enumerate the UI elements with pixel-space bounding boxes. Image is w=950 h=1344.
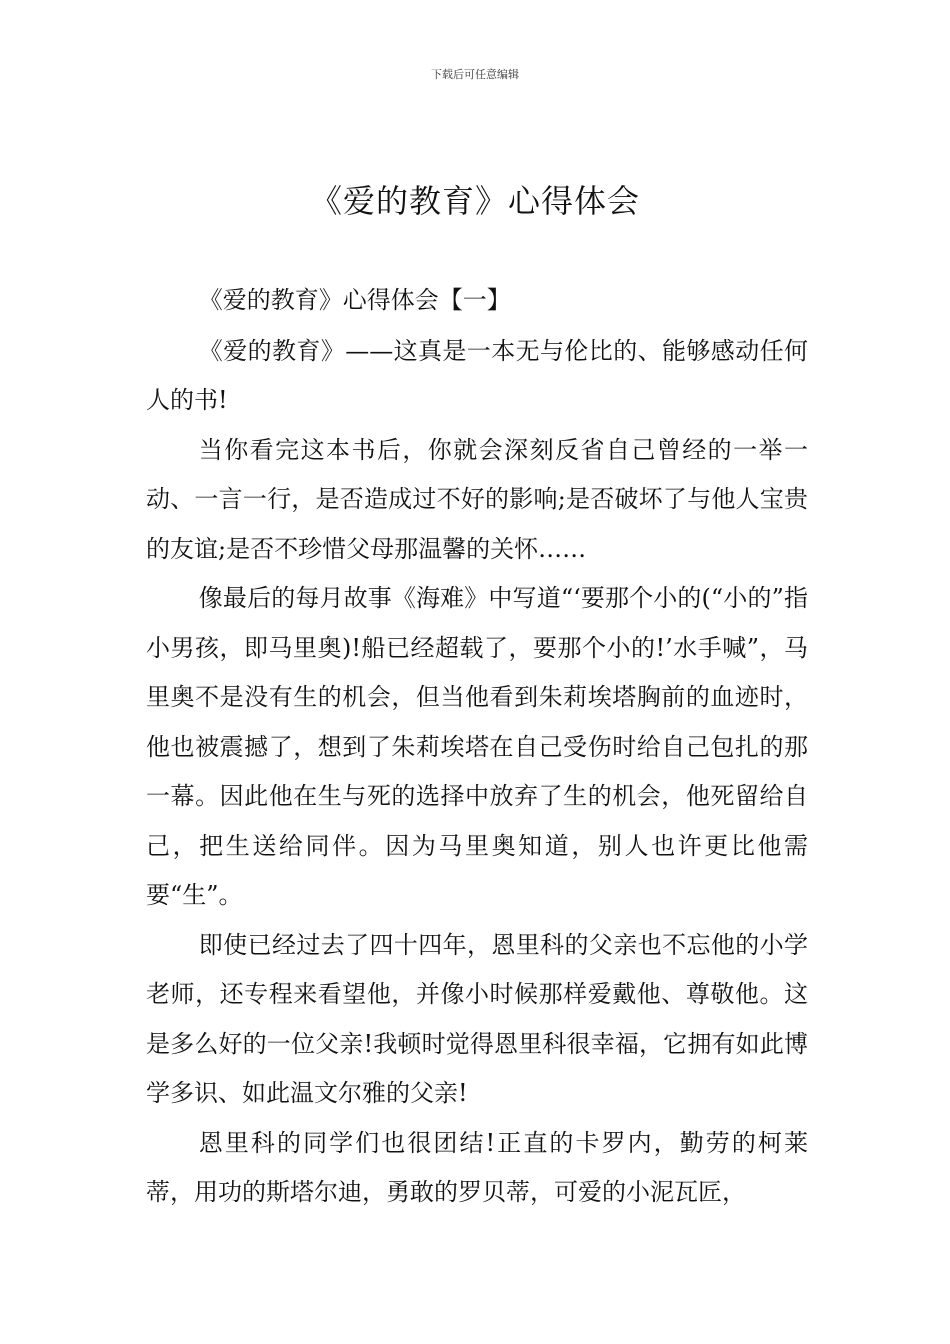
document-body (146, 276, 808, 1218)
paragraph-3: 像最后的每月故事《海难》中写道“‘要那个小的(“小的”指小男孩，即马里奥)!船已经超载了，要那个小的!’水手喊”，马里奥不是没有生的机会，但当他看到朱莉埃塔胸前的血迹时，他也被震撼了，想到了朱莉埃塔在自己受伤时给自己包扎的那一幕。因此他在生与死的选择中放弃了生的机会，他死留给自己，把生送给同伴。因为马里奥知道，别人也许更比他需要“生”。 (146, 584, 808, 909)
document-title: 《爱的教育》心得体会 (309, 182, 640, 220)
paragraph-2: 当你看完这本书后，你就会深刻反省自己曾经的一举一动、一言一行，是否造成过不好的影响;是否破坏了与他人宝贵的友谊;是否不珍惜父母那温馨的关怀…… (146, 435, 808, 563)
paragraph-1: 《爱的教育》——这真是一本无与伦比的、能够感动任何人的书! (146, 336, 808, 414)
section-heading: 《爱的教育》心得体会【一】 (198, 286, 511, 314)
header-note: 下载后可任意编辑 (431, 68, 519, 81)
paragraph-4: 即使已经过去了四十四年，恩里科的父亲也不忘他的小学老师，还专程来看望他，并像小时候那样爱戴他、尊敬他。这是多么好的一位父亲!我顿时觉得恩里科很幸福，它拥有如此博学多识、如此温文尔雅的父亲! (146, 930, 808, 1107)
paragraph-5: 恩里科的同学们也很团结!正直的卡罗内，勤劳的柯莱蒂，用功的斯塔尔迪，勇敢的罗贝蒂，可爱的小泥瓦匠， (146, 1128, 808, 1206)
